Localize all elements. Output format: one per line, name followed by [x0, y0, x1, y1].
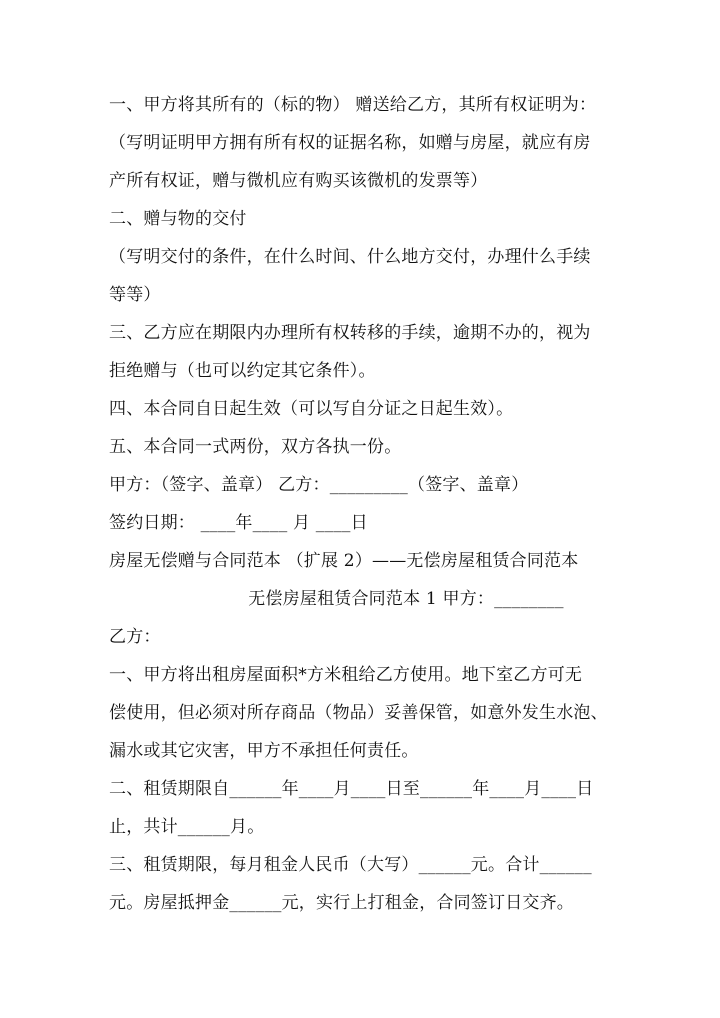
clause-1-note-line-1: （写明证明甲方拥有所有权的证据名称，如赠与房屋，就应有房: [109, 133, 591, 153]
lease-clause-2-line-1: 二、租赁期限自______年____月____日至______年____月____日: [109, 779, 594, 799]
lease-clause-1-line-1: 一、甲方将出租房屋面积*方米租给乙方使用。地下室乙方可无: [109, 665, 583, 685]
lease-clause-2-line-2: 止，共计______月。: [109, 817, 265, 837]
signing-date-line: 签约日期： ____年____ 月 ____日: [109, 513, 368, 533]
lease-clause-1-line-2: 偿使用，但必须对所存商品（物品）妥善保管，如意外发生水泡、: [109, 703, 608, 723]
clause-5-text: 五、本合同一式两份，双方各执一份。: [109, 437, 402, 457]
clause-3-line-1: 三、乙方应在期限内办理所有权转移的手续，逾期不办的，视为: [109, 323, 591, 343]
clause-2-note-line-2: 等等）: [109, 285, 161, 305]
clause-3-line-2: 拒绝赠与（也可以约定其它条件）。: [109, 361, 376, 381]
clause-1-note-line-2: 产所有权证，赠与微机应有购买该微机的发票等）: [109, 171, 488, 191]
clause-1-text: 一、甲方将其所有的（标的物） 赠送给乙方，其所有权证明为：: [109, 95, 597, 115]
lease-clause-1-line-3: 漏水或其它灾害，甲方不承担任何责任。: [109, 741, 419, 761]
clause-4-text: 四、本合同自日起生效（可以写自分证之日起生效）。: [109, 399, 514, 419]
extension-heading: 房屋无偿赠与合同范本 （扩展 2）——无偿房屋租赁合同范本: [109, 551, 579, 571]
clause-2-note-line-1: （写明交付的条件，在什么时间、什么地方交付，办理什么手续: [109, 247, 591, 267]
lease-clause-3-line-1: 三、租赁期限，每月租金人民币（大写）______元。合计______: [109, 855, 592, 875]
lease-template-title: 无偿房屋租赁合同范本 1 甲方：________: [248, 589, 564, 609]
party-b-label: 乙方：: [109, 627, 161, 647]
lease-clause-3-line-2: 元。房屋抵押金______元，实行上打租金，合同签订日交齐。: [109, 893, 574, 913]
signature-line: 甲方：（签字、盖章） 乙方：_________（签字、盖章）: [109, 475, 529, 495]
clause-2-heading: 二、赠与物的交付: [109, 209, 247, 229]
